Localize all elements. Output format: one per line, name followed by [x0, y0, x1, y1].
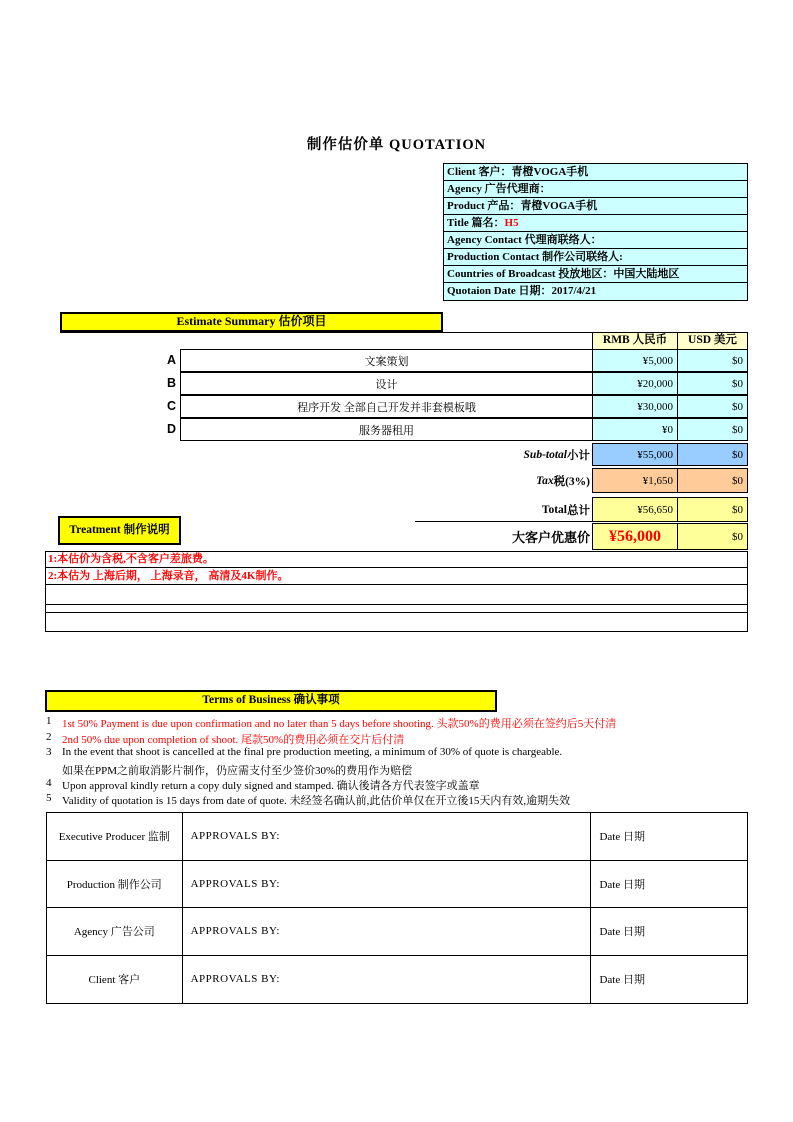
treatment-notes-table: [45, 551, 748, 632]
client-value: 青橙VOGA手机: [511, 166, 589, 178]
approval-row-production: [47, 861, 747, 909]
approval-date-field[interactable]: Date 日期: [599, 831, 645, 844]
client-row: [444, 164, 747, 181]
title-label: Title 篇名：: [447, 217, 505, 229]
rmb-column-header: RMB 人民币: [592, 332, 678, 350]
subtotal-label-cn: 小计: [567, 449, 590, 462]
client-label: Client 客户：: [447, 166, 512, 178]
term-number: 5: [46, 792, 52, 804]
page-title: 制作估价单 QUOTATION: [306, 137, 487, 153]
treatment-note-empty: [46, 605, 747, 613]
agency-contact-row: [444, 232, 747, 249]
approval-role: Production 制作公司: [47, 861, 183, 908]
term-text: Validity of quotation is 15 days from date of quote. 未经签名确认前,此估价单仅在开立後15天内有效,逾期失效: [62, 795, 571, 807]
discount-usd-value: $0: [677, 523, 748, 550]
estimate-summary-header: Estimate Summary 估价项目: [60, 312, 443, 332]
product-value: 青橙VOGA手机: [520, 200, 598, 212]
approval-date-field[interactable]: Date 日期: [599, 974, 645, 987]
title-value: H5: [504, 217, 519, 229]
production-contact-row: [444, 249, 747, 266]
subtotal-label: [250, 443, 590, 466]
approvals-by-field[interactable]: APPROVALS BY:: [183, 861, 592, 908]
term-text: Upon approval kindly return a copy duly signed and stamped. 确认後请各方代表签字或盖章: [62, 780, 480, 792]
treatment-header: Treatment 制作说明: [58, 516, 181, 545]
date-value: 2017/4/21: [551, 285, 597, 297]
item-description: 设计: [180, 372, 593, 395]
discount-rmb-value: ¥56,000: [592, 523, 678, 550]
total-usd-value: $0: [677, 497, 748, 522]
approval-role: Client 客户: [47, 956, 183, 1004]
total-underline: [415, 521, 592, 522]
subtotal-label-en: Sub-total: [523, 448, 567, 461]
date-row: [444, 283, 747, 300]
total-label: [250, 497, 590, 522]
approval-row-agency: [47, 908, 747, 956]
term-text: In the event that shoot is cancelled at the final pre production meeting, a minimum of 30% of quote is chargeable.: [62, 746, 563, 758]
term-text: 1st 50% Payment is due upon confirmation and no later than 5 days before shooting. 头款50%的费用必须在签约后5天付清: [62, 718, 617, 730]
item-usd-value: $0: [677, 349, 748, 372]
broadcast-value: 中国大陆地区: [613, 268, 680, 280]
item-usd-value: $0: [677, 418, 748, 441]
term-number: 4: [46, 777, 52, 789]
item-description: 程序开发 全部自己开发并非套模板哦: [180, 395, 593, 418]
approvals-by-field[interactable]: APPROVALS BY:: [183, 908, 592, 955]
date-label: Quotaion Date 日期：: [447, 285, 552, 297]
treatment-note: 2:本估为 上海后期， 上海录音， 高清及4K制作。: [46, 568, 747, 585]
title-row: [444, 215, 747, 232]
agency-row: [444, 181, 747, 198]
item-letter: D: [166, 422, 176, 436]
item-rmb-value: ¥5,000: [592, 349, 678, 372]
approvals-by-field[interactable]: APPROVALS BY:: [183, 956, 592, 1004]
term-number: 1: [46, 715, 52, 727]
treatment-note-empty: [46, 585, 747, 605]
agency-contact-label: Agency Contact 代理商联络人：: [447, 234, 602, 246]
approval-row-executive-producer: [47, 813, 747, 861]
broadcast-label: Countries of Broadcast 投放地区：: [447, 268, 614, 280]
approvals-by-field[interactable]: APPROVALS BY:: [183, 813, 592, 860]
item-letter: B: [166, 376, 176, 390]
treatment-note: 1:本估价为含税,不含客户差旅费。: [46, 552, 747, 568]
client-info-table: [443, 163, 748, 301]
item-description: 服务器租用: [180, 418, 593, 441]
approval-role: Agency 广告公司: [47, 908, 183, 955]
subtotal-usd-value: $0: [677, 443, 748, 466]
approval-role: Executive Producer 监制: [47, 813, 183, 860]
product-label: Product 产品：: [447, 200, 521, 212]
broadcast-row: [444, 266, 747, 283]
term-text: 2nd 50% due upon completion of shoot. 尾款50%的费用必须在交片后付清: [62, 734, 405, 746]
item-usd-value: $0: [677, 395, 748, 418]
discount-label: 大客户优惠价: [511, 530, 590, 545]
total-rmb-value: ¥56,650: [592, 497, 678, 522]
terms-header: Terms of Business 确认事项: [45, 690, 497, 712]
total-label-en: Total: [541, 503, 567, 516]
approvals-table: [46, 812, 748, 1004]
term-text-continued: 如果在PPM之前取消影片制作，仍应需支付至少签价30%的费用作为赔偿: [62, 765, 413, 777]
tax-label-cn: 税(3%): [553, 475, 590, 488]
total-label-cn: 总计: [567, 504, 590, 517]
item-rmb-value: ¥20,000: [592, 372, 678, 395]
item-letter: C: [166, 399, 176, 413]
tax-label-en: Tax: [536, 474, 554, 487]
tax-usd-value: $0: [677, 468, 748, 493]
product-row: [444, 198, 747, 215]
treatment-note-empty: [46, 613, 747, 631]
usd-column-header: USD 美元: [677, 332, 748, 350]
tax-rmb-value: ¥1,650: [592, 468, 678, 493]
item-description: 文案策划: [180, 349, 593, 372]
item-usd-value: $0: [677, 372, 748, 395]
item-rmb-value: ¥30,000: [592, 395, 678, 418]
subtotal-rmb-value: ¥55,000: [592, 443, 678, 466]
agency-label: Agency 广告代理商：: [447, 183, 551, 195]
term-number: 3: [46, 746, 52, 758]
approval-date-field[interactable]: Date 日期: [599, 926, 645, 939]
production-contact-label: Production Contact 制作公司联络人:: [447, 251, 623, 263]
term-number: 2: [46, 731, 52, 743]
item-rmb-value: ¥0: [592, 418, 678, 441]
approval-row-client: [47, 956, 747, 1004]
approval-date-field[interactable]: Date 日期: [599, 878, 645, 891]
item-letter: A: [166, 353, 176, 367]
tax-label: [250, 468, 590, 493]
